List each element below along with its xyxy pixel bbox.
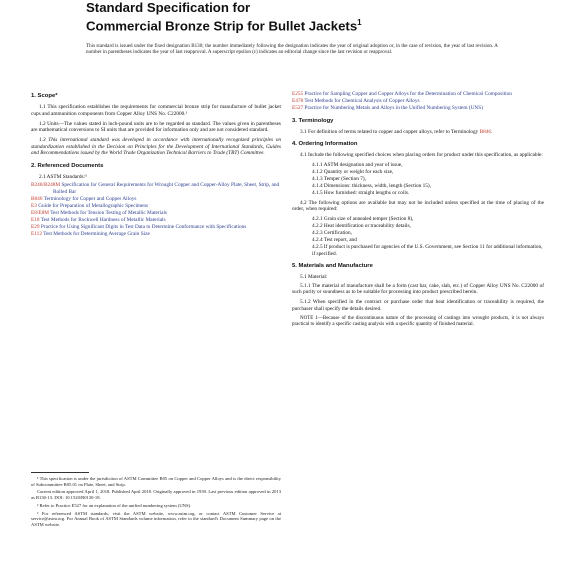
terminology-link[interactable]: B846 xyxy=(479,128,492,135)
reference-item[interactable]: E478 Test Methods for Chemical Analysis of Copper Alloys xyxy=(292,98,420,104)
list-item: 4.1.5 How furnished: straight lengths or coils. xyxy=(312,190,410,196)
paragraph-1-1: 1.1 This specification establishes the requirements for commercial bronze strip for manufacture of bullet jacket cups and ammunition components from Copper Alloy UNS No. C22000.¹ xyxy=(31,104,281,117)
paragraph-1-3: 1.3 This international standard was developed in accordance with internationally recognized principles on standardization established in the Decision on Principles for the Development of International Standards, Guides and Recommendations issued by the World Trade Organization Technical Barriers to Trade (TBT) Committee. xyxy=(31,137,281,156)
document-title xyxy=(86,0,506,33)
paragraph-5-1-1: 5.1.1 The material of manufacture shall be a form (cast bar, cake, slab, etc.) of Copper Alloy UNS No. C22000 of such purity or soundness as to be suitable for processing into product prescribed herein. xyxy=(292,282,544,295)
list-item: 4.2.2 Heat identification or traceability details, xyxy=(312,223,411,229)
list-item: 4.2.1 Grain size of annealed temper (Section 8), xyxy=(312,216,414,222)
reference-item[interactable]: E527 Practice for Numbering Metals and Alloys in the Unified Numbering System (UNS) xyxy=(292,105,483,111)
reference-item[interactable]: E112 Test Methods for Determining Average Grain Size xyxy=(31,230,150,237)
ordering-list-1 xyxy=(292,162,544,197)
list-item: 4.1.2 Quantity or weight for each size, xyxy=(312,169,394,175)
title-line-2: Commercial Bronze Strip for Bullet Jackets$^1$ xyxy=(86,18,362,34)
note-1: NOTE 1—Because of the discontinuous nature of the processing of castings into wrought products, it is not always practical to identify a specific casting analysis with a specific quantity of finished material. xyxy=(292,315,544,327)
reference-item[interactable]: E3 Guide for Preparation of Metallographic Specimens xyxy=(31,202,149,209)
footnote-rule xyxy=(31,472,89,473)
paragraph-1-2: 1.2 Units—The values stated in inch-pound units are to be regarded as standard. The values given in parentheses are mathematical conversions to SI units that are provided for information only and are not considered standard. xyxy=(31,120,281,133)
reference-item[interactable]: E29 Practice for Using Significant Digits in Test Data to Determine Conformance with Specifications xyxy=(31,223,247,230)
left-column xyxy=(31,90,281,238)
reference-list-continued xyxy=(292,91,544,112)
footnote-1: ¹ This specification is under the jurisdiction of ASTM Committee B05 on Copper and Copper Alloys and is the direct responsibility of Subcommittee B05.01 on Plate, Sheet, and Strip. xyxy=(31,476,281,487)
section-heading-referenced-documents: 2. Referenced Documents xyxy=(31,162,104,169)
paragraph-5-1-2: 5.1.2 When specified in the contract or purchase order that heat identification or traceability is required, the purchaser shall specify the details desired. xyxy=(292,299,544,312)
material-subhead: 5.1 Material: xyxy=(300,274,328,280)
section-heading-ordering-information: 4. Ordering Information xyxy=(292,141,358,147)
section-heading-materials-and-manufacture: 5. Materials and Manufacture xyxy=(292,263,373,269)
footnote-2: ² Refer to Practice E527 for an explanation of the unified numbering system (UNS). xyxy=(37,502,192,508)
list-item: 4.2.3 Certification, xyxy=(312,230,353,236)
reference-item[interactable]: E255 Practice for Sampling Copper and Copper Alloys for the Determination of Chemical Composition xyxy=(292,91,512,97)
reference-item[interactable]: E8/E8M Test Methods for Tension Testing of Metallic Materials xyxy=(31,209,168,216)
astm-standards-subhead: 2.1 ASTM Standards:³ xyxy=(39,173,87,180)
footnote-3: ³ For referenced ASTM standards, visit the ASTM website, www.astm.org, or contact ASTM Customer Service at service@astm.org. For Annual Book of ASTM Standards volume information, refer to the standard's Document Summary page on the ASTM website. xyxy=(31,510,281,527)
reference-list xyxy=(31,182,281,237)
section-heading-scope: 1. Scope* xyxy=(31,93,58,99)
reference-item[interactable]: B846 Terminology for Copper and Copper Alloys xyxy=(31,195,137,202)
list-item: 4.2.4 Test report, and xyxy=(312,237,357,243)
section-heading-terminology: 3. Terminology xyxy=(292,117,334,124)
list-item: 4.2.5 If product is purchased for agencies of the U.S. Government, see Section 11 for additional information, if specified. xyxy=(312,244,543,257)
footnotes xyxy=(31,476,281,530)
reference-item[interactable]: E18 Test Methods for Rockwell Hardness of Metallic Materials xyxy=(31,216,166,223)
paragraph-3-1: 3.1 For definition of terms related to copper and copper alloys, refer to Terminology B846. xyxy=(300,128,493,135)
designation-notice: This standard is issued under the fixed designation B130; the number immediately following the designation indicates the year of original adoption or, in the case of revision, the year of last revision. A number in parentheses indicates the year of last reapproval. A superscript epsilon (ε) indicates an editorial change since the last revision or reapproval. xyxy=(86,43,498,56)
list-item: 4.1.4 Dimensions: thickness, width, length (Section 15), xyxy=(312,183,432,189)
list-item: 4.1.1 ASTM designation and year of issue, xyxy=(312,162,403,168)
title-footnote-mark: 1 xyxy=(357,18,362,27)
reference-item[interactable]: B248/B248M Specification for General Requirements for Wrought Copper and Copper-Alloy Plate, Sheet, Strip, and Rolled Bar xyxy=(31,182,280,195)
right-column xyxy=(292,91,544,328)
ordering-list-2 xyxy=(292,216,544,257)
title-line-1: Standard Specification for xyxy=(86,0,251,15)
paragraph-4-1: 4.1 Include the following specified choices when placing orders for product under this specification, as applicable: xyxy=(300,152,543,158)
list-item: 4.1.3 Temper (Section 7), xyxy=(312,176,366,182)
footnote-edition: Current edition approved April 1, 2018. Published April 2018. Originally approved in 1939. Last previous edition approved in 2013 as B130-13. DOI: 10.1520/B0130-18. xyxy=(31,489,281,500)
paragraph-4-2: 4.2 The following options are available but may not be included unless specified at the time of placing of the order, when required: xyxy=(292,199,544,212)
